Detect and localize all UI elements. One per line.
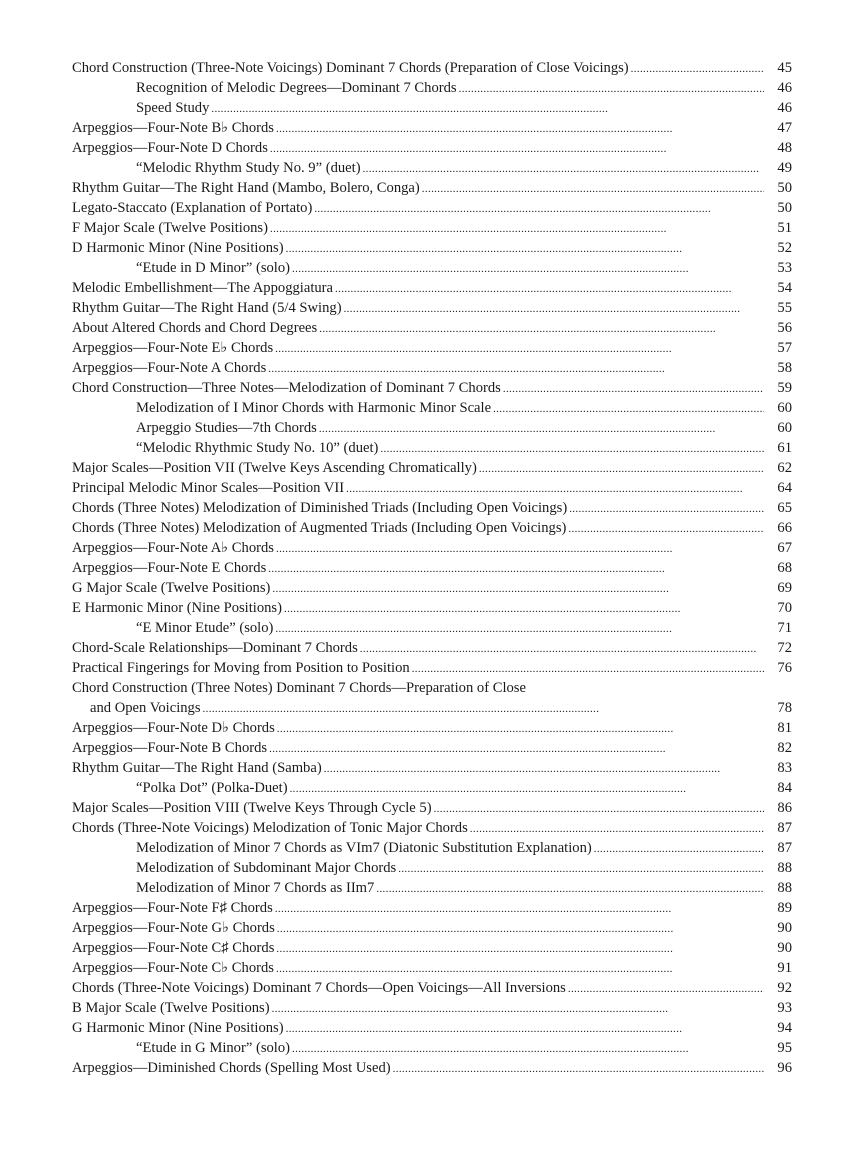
dot-leader bbox=[275, 899, 764, 919]
dot-leader bbox=[493, 399, 764, 419]
toc-entry[interactable] bbox=[72, 638, 792, 658]
toc-entry-title: Arpeggios—Four-Note A Chords bbox=[72, 360, 267, 376]
toc-entry[interactable] bbox=[72, 118, 792, 138]
toc-entry-title: G Major Scale (Twelve Positions) bbox=[72, 580, 271, 596]
toc-entry-title: Arpeggios—Four-Note E♭ Chords bbox=[72, 340, 274, 356]
toc-entry-title: Arpeggios—Four-Note F♯ Chords bbox=[72, 900, 273, 916]
dot-leader bbox=[344, 299, 764, 319]
toc-entry[interactable] bbox=[72, 458, 792, 478]
toc-entry-title: Recognition of Melodic Degrees—Dominant 7 Chords bbox=[136, 80, 457, 96]
toc-entry-title: Legato-Staccato (Explanation of Portato) bbox=[72, 200, 313, 216]
toc-page-number: 71 bbox=[777, 620, 792, 636]
toc-page-number: 83 bbox=[777, 760, 792, 776]
toc-entry-title: “Melodic Rhythm Study No. 9” (duet) bbox=[136, 160, 361, 176]
toc-entry-title: Arpeggios—Four-Note B Chords bbox=[72, 740, 268, 756]
toc-entry[interactable] bbox=[72, 898, 792, 918]
dot-leader bbox=[276, 539, 764, 559]
toc-page-number: 55 bbox=[777, 300, 792, 316]
toc-page-number: 58 bbox=[777, 360, 792, 376]
toc-page-number: 96 bbox=[777, 1060, 792, 1076]
toc-page-number: 65 bbox=[777, 500, 792, 516]
toc-entry-title: “Etude in G Minor” (solo) bbox=[136, 1040, 291, 1056]
toc-entry-title: B Major Scale (Twelve Positions) bbox=[72, 1000, 270, 1016]
toc-entry-title: “Melodic Rhythmic Study No. 10” (duet) bbox=[136, 440, 379, 456]
toc-entry[interactable] bbox=[72, 198, 792, 218]
toc-page-number: 95 bbox=[777, 1040, 792, 1056]
toc-entry-title: Practical Fingerings for Moving from Position to Position bbox=[72, 660, 410, 676]
dot-leader bbox=[594, 839, 764, 859]
toc-entry[interactable] bbox=[72, 98, 792, 118]
toc-page-number: 59 bbox=[777, 380, 792, 396]
toc-page-number: 50 bbox=[777, 180, 792, 196]
toc-page-number: 66 bbox=[777, 520, 792, 536]
toc-entry-title: “E Minor Etude” (solo) bbox=[136, 620, 274, 636]
toc-entry-title: “Etude in D Minor” (solo) bbox=[136, 260, 291, 276]
toc-page-number: 81 bbox=[777, 720, 792, 736]
toc-entry[interactable] bbox=[72, 298, 792, 318]
dot-leader bbox=[203, 699, 764, 719]
toc-entry-title: Arpeggios—Four-Note C♭ Chords bbox=[72, 960, 274, 976]
toc-page-number: 51 bbox=[777, 220, 792, 236]
dot-leader bbox=[292, 1039, 764, 1059]
dot-leader bbox=[276, 959, 764, 979]
toc-page-number: 48 bbox=[777, 140, 792, 156]
toc-entry-title: Melodization of Minor 7 Chords as IIm7 bbox=[136, 880, 375, 896]
toc-entry-title: D Harmonic Minor (Nine Positions) bbox=[72, 240, 284, 256]
toc-entry[interactable] bbox=[72, 1038, 792, 1058]
toc-page-number: 90 bbox=[777, 920, 792, 936]
toc-page-number: 86 bbox=[777, 800, 792, 816]
dot-leader bbox=[376, 879, 764, 899]
toc-entry[interactable] bbox=[72, 858, 792, 878]
toc-entry[interactable] bbox=[72, 998, 792, 1018]
toc-entry-title: Arpeggios—Four-Note D♭ Chords bbox=[72, 720, 275, 736]
toc-entry[interactable] bbox=[72, 398, 792, 418]
dot-leader bbox=[275, 339, 764, 359]
toc-page-number: 60 bbox=[777, 420, 792, 436]
toc-entry[interactable] bbox=[72, 538, 792, 558]
toc-entry[interactable] bbox=[72, 358, 792, 378]
toc-page-number: 53 bbox=[777, 260, 792, 276]
table-of-contents bbox=[72, 58, 792, 1078]
toc-entry[interactable] bbox=[72, 578, 792, 598]
dot-leader bbox=[286, 239, 764, 259]
toc-page-number: 88 bbox=[777, 860, 792, 876]
toc-entry[interactable] bbox=[72, 798, 792, 818]
toc-entry-title: G Harmonic Minor (Nine Positions) bbox=[72, 1020, 284, 1036]
toc-entry-title: Arpeggio Studies—7th Chords bbox=[136, 420, 317, 436]
dot-leader bbox=[360, 639, 764, 659]
toc-page-number: 91 bbox=[777, 960, 792, 976]
toc-entry[interactable] bbox=[72, 258, 792, 278]
toc-page-number: 49 bbox=[777, 160, 792, 176]
toc-page-number: 62 bbox=[777, 460, 792, 476]
toc-entry-title: Melodization of I Minor Chords with Harmonic Minor Scale bbox=[136, 400, 492, 416]
toc-page-number: 60 bbox=[777, 400, 792, 416]
dot-leader bbox=[412, 659, 764, 679]
dot-leader bbox=[393, 1059, 764, 1079]
toc-page-number: 54 bbox=[777, 280, 792, 296]
dot-leader bbox=[277, 719, 764, 739]
toc-page-number: 70 bbox=[777, 600, 792, 616]
toc-page-number: 69 bbox=[777, 580, 792, 596]
toc-page-number: 52 bbox=[777, 240, 792, 256]
toc-entry-title: Melodization of Subdominant Major Chords bbox=[136, 860, 397, 876]
toc-page-number: 92 bbox=[777, 980, 792, 996]
toc-entry-title: Chord Construction—Three Notes—Melodization of Dominant 7 Chords bbox=[72, 380, 501, 396]
toc-page-number: 78 bbox=[777, 700, 792, 716]
dot-leader bbox=[398, 859, 764, 879]
dot-leader bbox=[568, 979, 764, 999]
toc-entry[interactable] bbox=[72, 978, 792, 998]
toc-entry-title: Arpeggios—Four-Note B♭ Chords bbox=[72, 120, 274, 136]
toc-entry-title: Rhythm Guitar—The Right Hand (5/4 Swing) bbox=[72, 300, 342, 316]
toc-entry[interactable] bbox=[72, 1058, 792, 1078]
toc-entry-title: Arpeggios—Four-Note G♭ Chords bbox=[72, 920, 275, 936]
toc-page-number: 50 bbox=[777, 200, 792, 216]
toc-page-number: 67 bbox=[777, 540, 792, 556]
toc-entry-title-continuation: and Open Voicings bbox=[90, 700, 201, 716]
toc-entry[interactable] bbox=[72, 158, 792, 178]
dot-leader bbox=[568, 519, 764, 539]
toc-page-number: 87 bbox=[777, 840, 792, 856]
toc-entry[interactable] bbox=[72, 378, 792, 398]
dot-leader bbox=[211, 99, 764, 119]
toc-entry[interactable] bbox=[72, 1018, 792, 1038]
toc-entry-title: Arpeggios—Four-Note A♭ Chords bbox=[72, 540, 274, 556]
toc-entry-title: “Polka Dot” (Polka-Duet) bbox=[136, 780, 288, 796]
toc-page-number: 56 bbox=[777, 320, 792, 336]
toc-entry-title: Rhythm Guitar—The Right Hand (Mambo, Bolero, Conga) bbox=[72, 180, 420, 196]
toc-entry-title: E Harmonic Minor (Nine Positions) bbox=[72, 600, 282, 616]
toc-page-number: 61 bbox=[777, 440, 792, 456]
toc-entry[interactable] bbox=[72, 958, 792, 978]
dot-leader bbox=[272, 579, 764, 599]
toc-entry-title: Rhythm Guitar—The Right Hand (Samba) bbox=[72, 760, 322, 776]
toc-entry-title: About Altered Chords and Chord Degrees bbox=[72, 320, 318, 336]
dot-leader bbox=[503, 379, 764, 399]
dot-leader bbox=[268, 559, 764, 579]
toc-page-number: 68 bbox=[777, 560, 792, 576]
dot-leader bbox=[422, 179, 764, 199]
toc-entry-title: Melodic Embellishment—The Appoggiatura bbox=[72, 280, 334, 296]
dot-leader bbox=[276, 119, 764, 139]
toc-page-number: 64 bbox=[777, 480, 792, 496]
toc-entry[interactable] bbox=[72, 218, 792, 238]
toc-entry-title: F Major Scale (Twelve Positions) bbox=[72, 220, 268, 236]
dot-leader bbox=[292, 259, 764, 279]
toc-page-number: 57 bbox=[777, 340, 792, 356]
toc-page-number: 45 bbox=[777, 60, 792, 76]
toc-entry[interactable] bbox=[72, 618, 792, 638]
toc-entry[interactable] bbox=[72, 778, 792, 798]
toc-entry[interactable] bbox=[72, 438, 792, 458]
toc-page-number: 46 bbox=[777, 100, 792, 116]
toc-page-number: 89 bbox=[777, 900, 792, 916]
toc-entry[interactable] bbox=[72, 518, 792, 538]
toc-entry[interactable] bbox=[72, 658, 792, 678]
toc-entry[interactable] bbox=[72, 918, 792, 938]
toc-entry-title: Chord Construction (Three Notes) Dominant 7 Chords—Preparation of Close bbox=[72, 680, 526, 696]
toc-entry-title: Major Scales—Position VIII (Twelve Keys Through Cycle 5) bbox=[72, 800, 432, 816]
toc-page-number: 93 bbox=[777, 1000, 792, 1016]
toc-entry[interactable] bbox=[72, 878, 792, 898]
toc-entry[interactable] bbox=[72, 938, 792, 958]
toc-entry[interactable] bbox=[72, 838, 792, 858]
toc-entry-title: Chords (Three-Note Voicings) Melodization of Tonic Major Chords bbox=[72, 820, 468, 836]
toc-page-number: 88 bbox=[777, 880, 792, 896]
toc-entry[interactable] bbox=[72, 818, 792, 838]
dot-leader bbox=[276, 939, 764, 959]
toc-page-number: 87 bbox=[777, 820, 792, 836]
toc-entry[interactable] bbox=[72, 478, 792, 498]
toc-entry-title: Arpeggios—Diminished Chords (Spelling Most Used) bbox=[72, 1060, 391, 1076]
toc-entry[interactable] bbox=[72, 418, 792, 438]
toc-page-number: 82 bbox=[777, 740, 792, 756]
toc-entry[interactable] bbox=[72, 498, 792, 518]
toc-entry-title: Chords (Three-Note Voicings) Dominant 7 Chords—Open Voicings—All Inversions bbox=[72, 980, 566, 996]
toc-entry-title: Speed Study bbox=[136, 100, 210, 116]
dot-leader bbox=[346, 479, 764, 499]
dot-leader bbox=[434, 799, 764, 819]
dot-leader bbox=[277, 919, 764, 939]
toc-entry[interactable] bbox=[72, 598, 792, 618]
toc-entry[interactable] bbox=[72, 758, 792, 778]
toc-page-number: 76 bbox=[777, 660, 792, 676]
dot-leader bbox=[270, 139, 764, 159]
toc-entry[interactable] bbox=[72, 58, 792, 78]
dot-leader bbox=[286, 1019, 764, 1039]
toc-entry-title: Principal Melodic Minor Scales—Position VII bbox=[72, 480, 345, 496]
dot-leader bbox=[269, 739, 764, 759]
dot-leader bbox=[631, 59, 764, 79]
toc-page-number: 46 bbox=[777, 80, 792, 96]
toc-entry-title: Arpeggios—Four-Note C♯ Chords bbox=[72, 940, 275, 956]
dot-leader bbox=[319, 319, 764, 339]
dot-leader bbox=[268, 359, 764, 379]
dot-leader bbox=[275, 619, 764, 639]
dot-leader bbox=[459, 79, 764, 99]
toc-entry[interactable] bbox=[72, 318, 792, 338]
toc-entry-title: Chord-Scale Relationships—Dominant 7 Chords bbox=[72, 640, 358, 656]
toc-page-number: 84 bbox=[777, 780, 792, 796]
toc-page-number: 94 bbox=[777, 1020, 792, 1036]
dot-leader bbox=[363, 159, 764, 179]
toc-page-number: 72 bbox=[777, 640, 792, 656]
dot-leader bbox=[270, 219, 764, 239]
toc-entry[interactable] bbox=[72, 678, 792, 718]
dot-leader bbox=[324, 759, 764, 779]
toc-entry-title: Chord Construction (Three-Note Voicings) Dominant 7 Chords (Preparation of Close Voicings) bbox=[72, 60, 629, 76]
toc-entry-title: Arpeggios—Four-Note E Chords bbox=[72, 560, 267, 576]
dot-leader bbox=[319, 419, 764, 439]
toc-entry-title: Arpeggios—Four-Note D Chords bbox=[72, 140, 268, 156]
toc-entry[interactable] bbox=[72, 718, 792, 738]
dot-leader bbox=[272, 999, 764, 1019]
toc-entry[interactable] bbox=[72, 78, 792, 98]
dot-leader bbox=[470, 819, 764, 839]
toc-entry[interactable] bbox=[72, 738, 792, 758]
toc-entry[interactable] bbox=[72, 138, 792, 158]
toc-entry-title: Chords (Three Notes) Melodization of Augmented Triads (Including Open Voicings) bbox=[72, 520, 567, 536]
toc-entry[interactable] bbox=[72, 558, 792, 578]
dot-leader bbox=[290, 779, 764, 799]
dot-leader bbox=[335, 279, 764, 299]
toc-entry[interactable] bbox=[72, 278, 792, 298]
toc-entry[interactable] bbox=[72, 338, 792, 358]
toc-page-number: 47 bbox=[777, 120, 792, 136]
dot-leader bbox=[314, 199, 764, 219]
toc-entry[interactable] bbox=[72, 178, 792, 198]
dot-leader bbox=[380, 439, 764, 459]
toc-entry-title: Chords (Three Notes) Melodization of Diminished Triads (Including Open Voicings) bbox=[72, 500, 568, 516]
toc-entry-title: Major Scales—Position VII (Twelve Keys Ascending Chromatically) bbox=[72, 460, 477, 476]
toc-entry[interactable] bbox=[72, 238, 792, 258]
dot-leader bbox=[479, 459, 764, 479]
dot-leader bbox=[284, 599, 764, 619]
toc-page-number: 90 bbox=[777, 940, 792, 956]
toc-entry-title: Melodization of Minor 7 Chords as VIm7 (Diatonic Substitution Explanation) bbox=[136, 840, 592, 856]
dot-leader bbox=[569, 499, 764, 519]
